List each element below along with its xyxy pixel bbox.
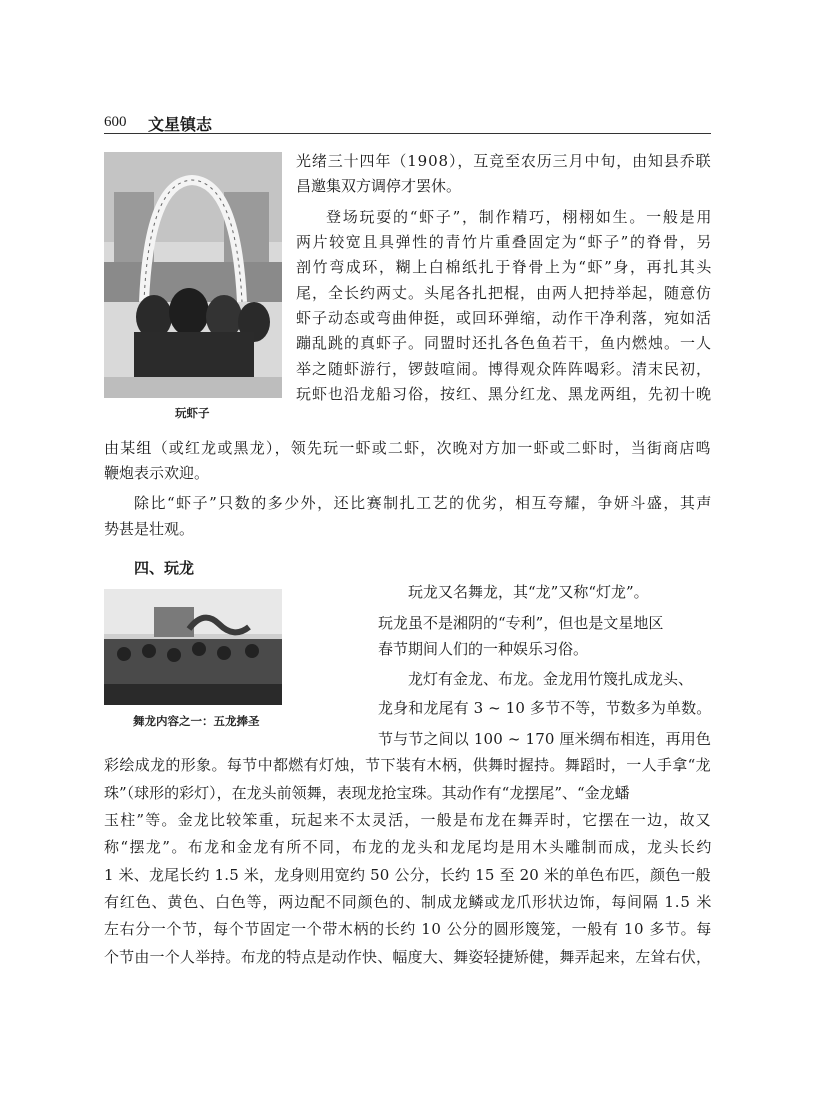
text-line: 玩龙又名舞龙，其“龙”又称“灯龙”。 xyxy=(408,583,649,601)
text-line: 玩虾也沿龙船习俗，按红、黑分红龙、黑龙两组，先初十晚 xyxy=(296,385,713,403)
book-title: 文星镇志 xyxy=(148,115,213,134)
text-line: 虾子动态或弯曲伸挺，或回环弹缩，动作干净利落，宛如活 xyxy=(296,309,713,327)
text-line: 彩绘成龙的形象。每节中都燃有灯烛，节下装有木柄，供舞时握持。舞蹈时，一人手拿“龙 xyxy=(104,756,712,774)
text-line: 左右分一个节，每个节固定一个带木柄的长约 10 公分的圆形篾笼，一般有 10 多节。每 xyxy=(104,920,712,938)
page-number: 600 xyxy=(104,114,127,130)
dragon-caption: 舞龙内容之一：五龙捧圣 xyxy=(133,714,260,728)
text-line: 龙身和龙尾有 3 ~ 10 多节不等，节数多为单数。 xyxy=(378,699,712,717)
text-line: 称“摆龙”。布龙和金龙有所不同，布龙的龙头和龙尾均是用木头雕制而成，龙头长约 xyxy=(104,838,713,856)
dragon-photo xyxy=(104,589,282,705)
text-line: 尾，全长约两丈。头尾各扎把棍，由两人把持举起，随意仿 xyxy=(296,284,713,302)
text-line: 节与节之间以 100 ~ 170 厘米绸布相连，再用色 xyxy=(378,730,712,748)
text-line: 有红色、黄色、白色等，两边配不同颜色的、制成龙鳞或龙爪形状边饰，每间隔 1.5 米 xyxy=(104,893,713,911)
header-rule xyxy=(104,133,711,134)
text-line: 1 米、龙尾长约 1.5 米，龙身则用宽约 50 公分，长约 15 至 20 米的单色布匹，颜色一般 xyxy=(104,866,711,884)
text-line: 登场玩耍的“虾子”，制作精巧，栩栩如生。一般是用 xyxy=(326,208,714,226)
text-line: 蹦乱跳的真虾子。同盟时还扎各色鱼若干，鱼内燃烛。一人 xyxy=(296,334,713,352)
text-line: 珠”（球形的彩灯），在龙头前领舞，表现龙抢宝珠。其动作有“龙摆尾”、“金龙蟠 xyxy=(104,784,630,802)
text-line: 龙灯有金龙、布龙。金龙用竹篾扎成龙头、 xyxy=(408,670,694,688)
text-line: 玉柱”等。金龙比较笨重，玩起来不太灵活，一般是布龙在舞弄时，它摆在一边，故又 xyxy=(104,811,712,829)
text-line: 光绪三十四年（1908），互竞至农历三月中旬，由知县乔联 xyxy=(296,152,712,170)
shrimp-caption: 玩虾子 xyxy=(175,406,210,420)
text-line: 昌邀集双方调停才罢休。 xyxy=(296,177,462,195)
text-line: 由某组（或红龙或黑龙），领先玩一虾或二虾，次晚对方加一虾或二虾时，当街商店鸣 xyxy=(104,439,712,457)
text-line: 势甚是壮观。 xyxy=(104,520,195,538)
page-header xyxy=(104,112,711,134)
text-line: 剖竹弯成环，糊上白棉纸扎于脊骨上为“虾”身，再扎其头 xyxy=(296,258,713,276)
text-line: 除比“虾子”只数的多少外，还比赛制扎工艺的优劣，相互夸耀，争妍斗盛，其声 xyxy=(134,494,713,512)
section-title: 四、玩龙 xyxy=(134,559,195,577)
text-line: 鞭炮表示欢迎。 xyxy=(104,464,210,482)
text-line: 个节由一个人举持。布龙的特点是动作快、幅度大、舞姿轻捷矫健，舞弄起来，左耸右伏， xyxy=(104,948,712,966)
text-line: 春节期间人们的一种娱乐习俗。 xyxy=(378,640,589,658)
text-line: 玩龙虽不是湘阴的“专利”，但也是文星地区 xyxy=(378,614,664,632)
shrimp-photo xyxy=(104,152,282,398)
text-line: 两片较宽且具弹性的青竹片重叠固定为“虾子”的脊骨，另 xyxy=(296,233,713,251)
text-line: 举之随虾游行，锣鼓喧闹。博得观众阵阵喝彩。清末民初， xyxy=(296,360,713,378)
